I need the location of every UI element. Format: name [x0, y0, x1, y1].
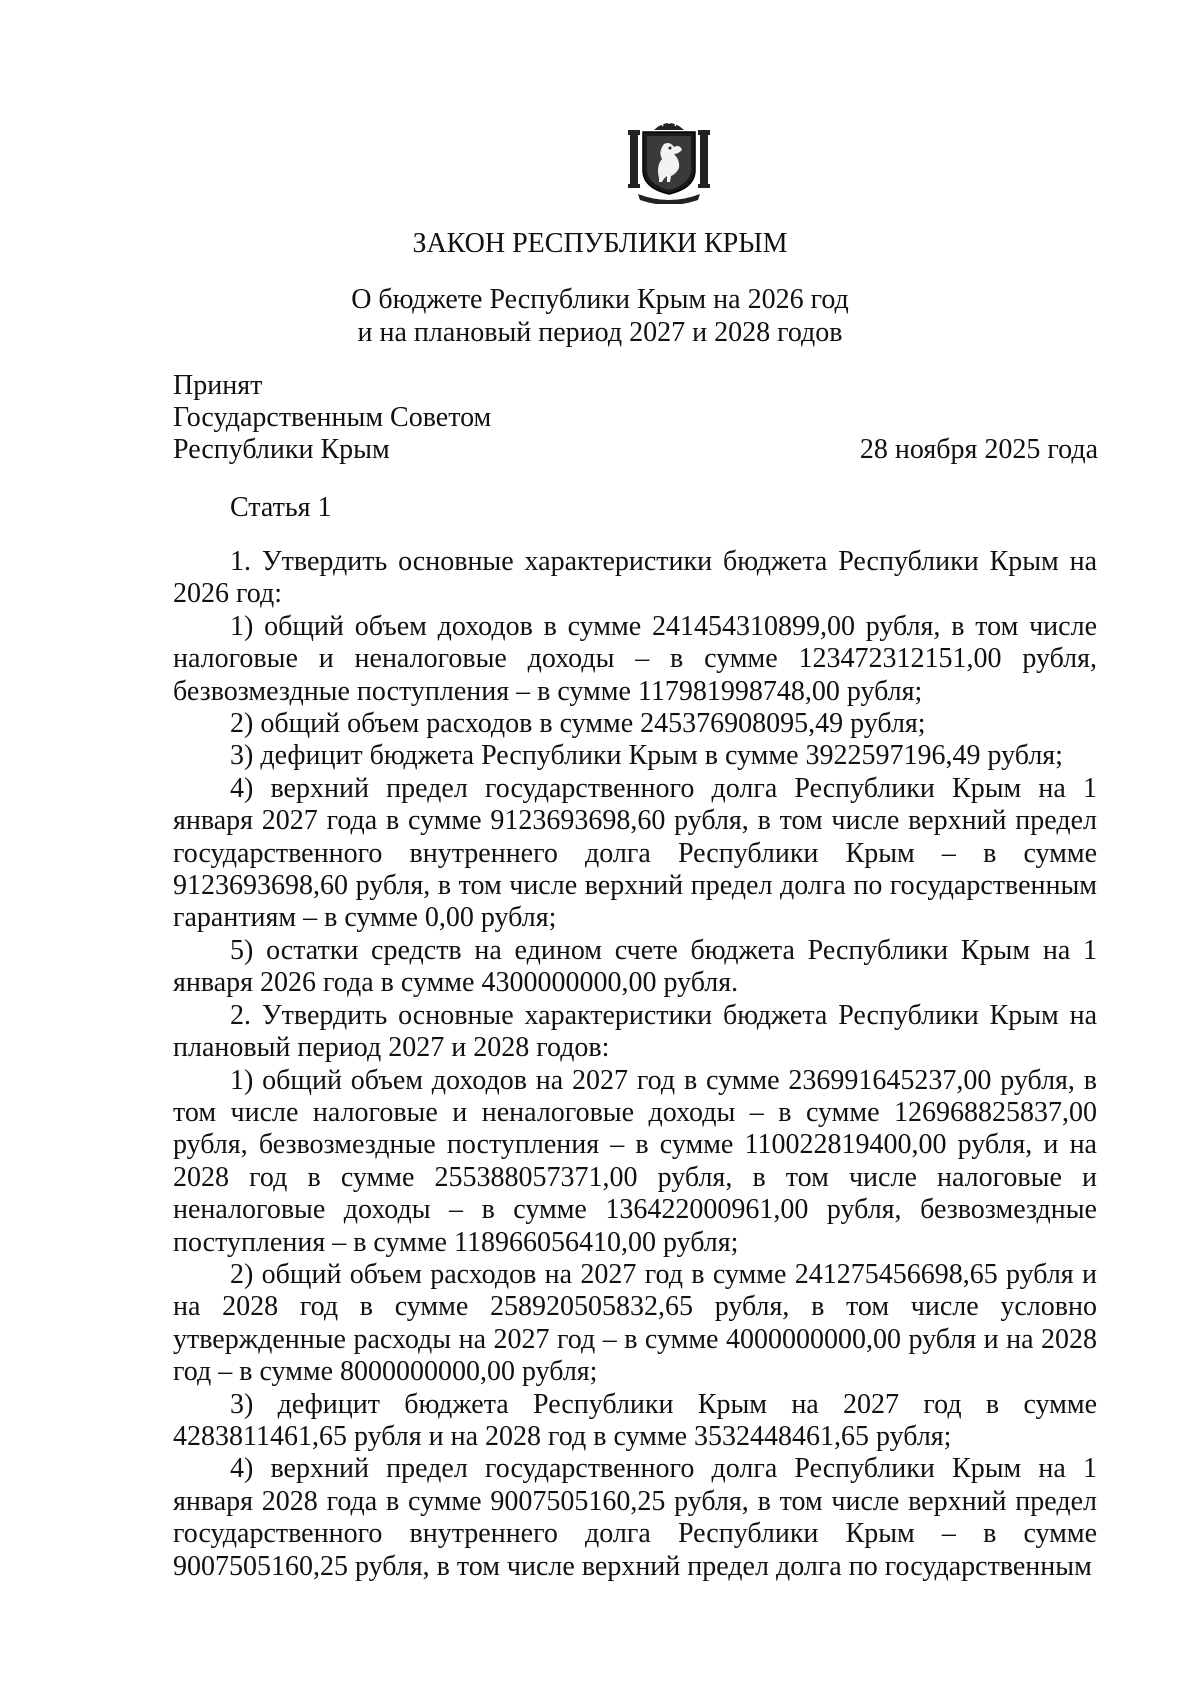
adoption-date: 28 ноября 2025 года: [859, 434, 1098, 465]
page-title: ЗАКОН РЕСПУБЛИКИ КРЫМ: [412, 228, 788, 259]
article-paragraph: 1) общий объем доходов в сумме 241454310899,00 рубля, в том числе налоговые и неналоговые доходы – в сумме 123472312151,00 рубля, безвозмездные поступления – в сумме 117981998748,00 рубля;: [173, 610, 1097, 707]
article-paragraph: 1) общий объем доходов на 2027 год в сумме 236991645237,00 рубля, в том числе налоговые и неналоговые доходы – в сумме 126968825837,00 рубля, безвозмездные поступления – в сумме 110022819400,00 рубля, и на 2028 год в сумме 255388057371,00 рубля, в том числе налоговые и неналоговые доходы – в сумме 136422000961,00 рубля, безвозмездные поступления – в сумме 118966056410,00 рубля;: [173, 1064, 1097, 1258]
adoption-line-1: Принят: [173, 370, 263, 401]
law-subtitle: [0, 283, 1200, 349]
article-paragraph: 1. Утвердить основные характеристики бюджета Республики Крым на 2026 год:: [173, 546, 1097, 610]
article-paragraph: 5) остатки средств на едином счете бюджета Республики Крым на 1 января 2026 года в сумме 4300000000,00 рубля.: [173, 934, 1097, 999]
article-heading: Статья 1: [230, 492, 332, 523]
subtitle-line-2: и на плановый период 2027 и 2028 годов: [357, 317, 843, 348]
article-paragraph: 3) дефицит бюджета Республики Крым в сумме 3922597196,49 рубля;: [230, 740, 1063, 772]
article-paragraph: 4) верхний предел государственного долга Республики Крым на 1 января 2027 года в сумме 9123693698,60 рубля, в том числе верхний предел государственного внутреннего долга Республики Крым – в сумме 9123693698,60 рубля, в том числе верхний предел долга по государственным гарантиям – в сумме 0,00 рубля;: [173, 772, 1097, 934]
coat-of-arms-icon: [624, 114, 714, 204]
adoption-block: [173, 370, 491, 466]
emblem: [624, 114, 714, 204]
article-paragraph: 2. Утвердить основные характеристики бюджета Республики Крым на плановый период 2027 и 2028 годов:: [173, 999, 1097, 1064]
article-paragraph: 2) общий объем расходов в сумме 245376908095,49 рубля;: [230, 708, 926, 740]
article-body: [173, 546, 1097, 1583]
article-paragraph: 4) верхний предел государственного долга Республики Крым на 1 января 2028 года в сумме 9007505160,25 рубля, в том числе верхний предел государственного внутреннего долга Республики Крым – в сумме 9007505160,25 рубля, в том числе верхний предел долга по государственным: [173, 1453, 1097, 1582]
article-paragraph: 3) дефицит бюджета Республики Крым на 2027 год в сумме 4283811461,65 рубля и на 2028 год в сумме 3532448461,65 рубля;: [173, 1388, 1097, 1452]
adoption-line-2: Государственным Советом: [173, 402, 492, 433]
article-paragraph: 2) общий объем расходов на 2027 год в сумме 241275456698,65 рубля и на 2028 год в сумме 258920505832,65 рубля, в том числе условно утвержденные расходы на 2027 год – в сумме 4000000000,00 рубля и на 2028 год – в сумме 8000000000,00 рубля;: [173, 1258, 1097, 1388]
adoption-line-3: Республики Крым: [173, 434, 390, 465]
subtitle-line-1: О бюджете Республики Крым на 2026 год: [351, 284, 849, 315]
